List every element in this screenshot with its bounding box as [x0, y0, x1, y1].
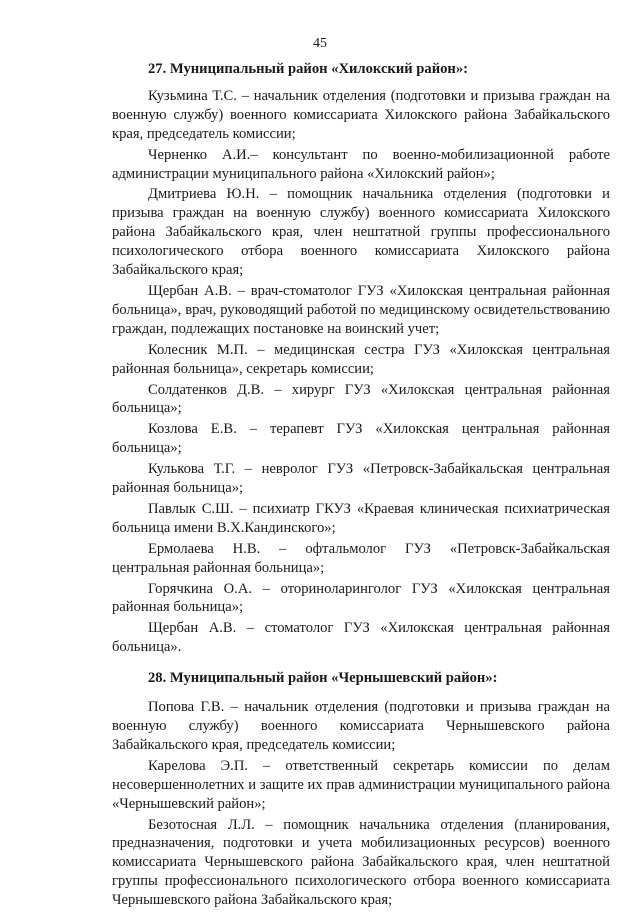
- list-item: Черненко А.И.– консультант по военно-мобилизационной работе администрации муниципального района «Хилокский район»;: [112, 146, 610, 182]
- list-item: Кулькова Т.Г. – невролог ГУЗ «Петровск-Забайкальская центральная районная больница»;: [112, 461, 610, 497]
- list-item: Солдатенков Д.В. – хирург ГУЗ «Хилокская центральная районная больница»;: [112, 381, 610, 417]
- list-item: Дмитриева Ю.Н. – помощник начальника отделения (подготовки и призыва граждан на военную службу) военного комиссариата Хилокского района Забайкальского края, член нештатной группы профессионального психологического отбора военного комиссариата Хилокского района Забайкальского края;: [112, 186, 610, 279]
- page-number: 45: [313, 36, 327, 51]
- list-item: Щербан А.В. – врач-стоматолог ГУЗ «Хилокская центральная районная больница», врач, руководящий работой по медицинскому освидетельствованию граждан, подлежащих постановке на воинский учет;: [112, 282, 610, 337]
- list-item: Козлова Е.В. – терапевт ГУЗ «Хилокская центральная районная больница»;: [112, 421, 610, 457]
- section-khilok: [112, 60, 610, 657]
- list-item: Карелова Э.П. – ответственный секретарь комиссии по делам несовершеннолетних и защите их прав администрации муниципального района «Чернышевский район»;: [112, 757, 610, 812]
- list-item: Безотосная Л.Л. – помощник начальника отделения (планирования, предназначения, подготовки и учета мобилизационных ресурсов) военного комиссариата Чернышевского района Забайкальского края, член нештатной группы профессионального психологического отбора военного комиссариата Чернышевского района Забайкальского края;: [112, 816, 610, 909]
- list-item: Попова Г.В. – начальник отделения (подготовки и призыва граждан на военную службу) военного комиссариата Чернышевского района Забайкальского края, председатель комиссии;: [112, 699, 610, 753]
- list-item: Горячкина О.А. – оториноларинголог ГУЗ «Хилокская центральная районная больница»;: [112, 580, 610, 616]
- section-chernyshevsk: [112, 669, 610, 910]
- list-item: Щербан А.В. – стоматолог ГУЗ «Хилокская центральная районная больница».: [112, 620, 610, 656]
- document-body: [112, 60, 610, 912]
- list-item: Павлык С.Ш. – психиатр ГКУЗ «Краевая клиническая психиатрическая больница имени В.Х.Кандинского»;: [112, 500, 610, 536]
- section-heading: 27. Муниципальный район «Хилокский район»:: [148, 61, 468, 77]
- list-item: Колесник М.П. – медицинская сестра ГУЗ «Хилокская центральная районная больница», секретарь комиссии;: [112, 341, 610, 377]
- section-heading: 28. Муниципальный район «Чернышевский район»:: [148, 670, 498, 687]
- list-item: Ермолаева Н.В. – офтальмолог ГУЗ «Петровск-Забайкальская центральная районная больница»;: [112, 540, 610, 576]
- list-item: Кузьмина Т.С. – начальник отделения (подготовки и призыва граждан на военную службу) военного комиссариата Хилокского района Забайкальского края, председатель комиссии;: [112, 87, 610, 142]
